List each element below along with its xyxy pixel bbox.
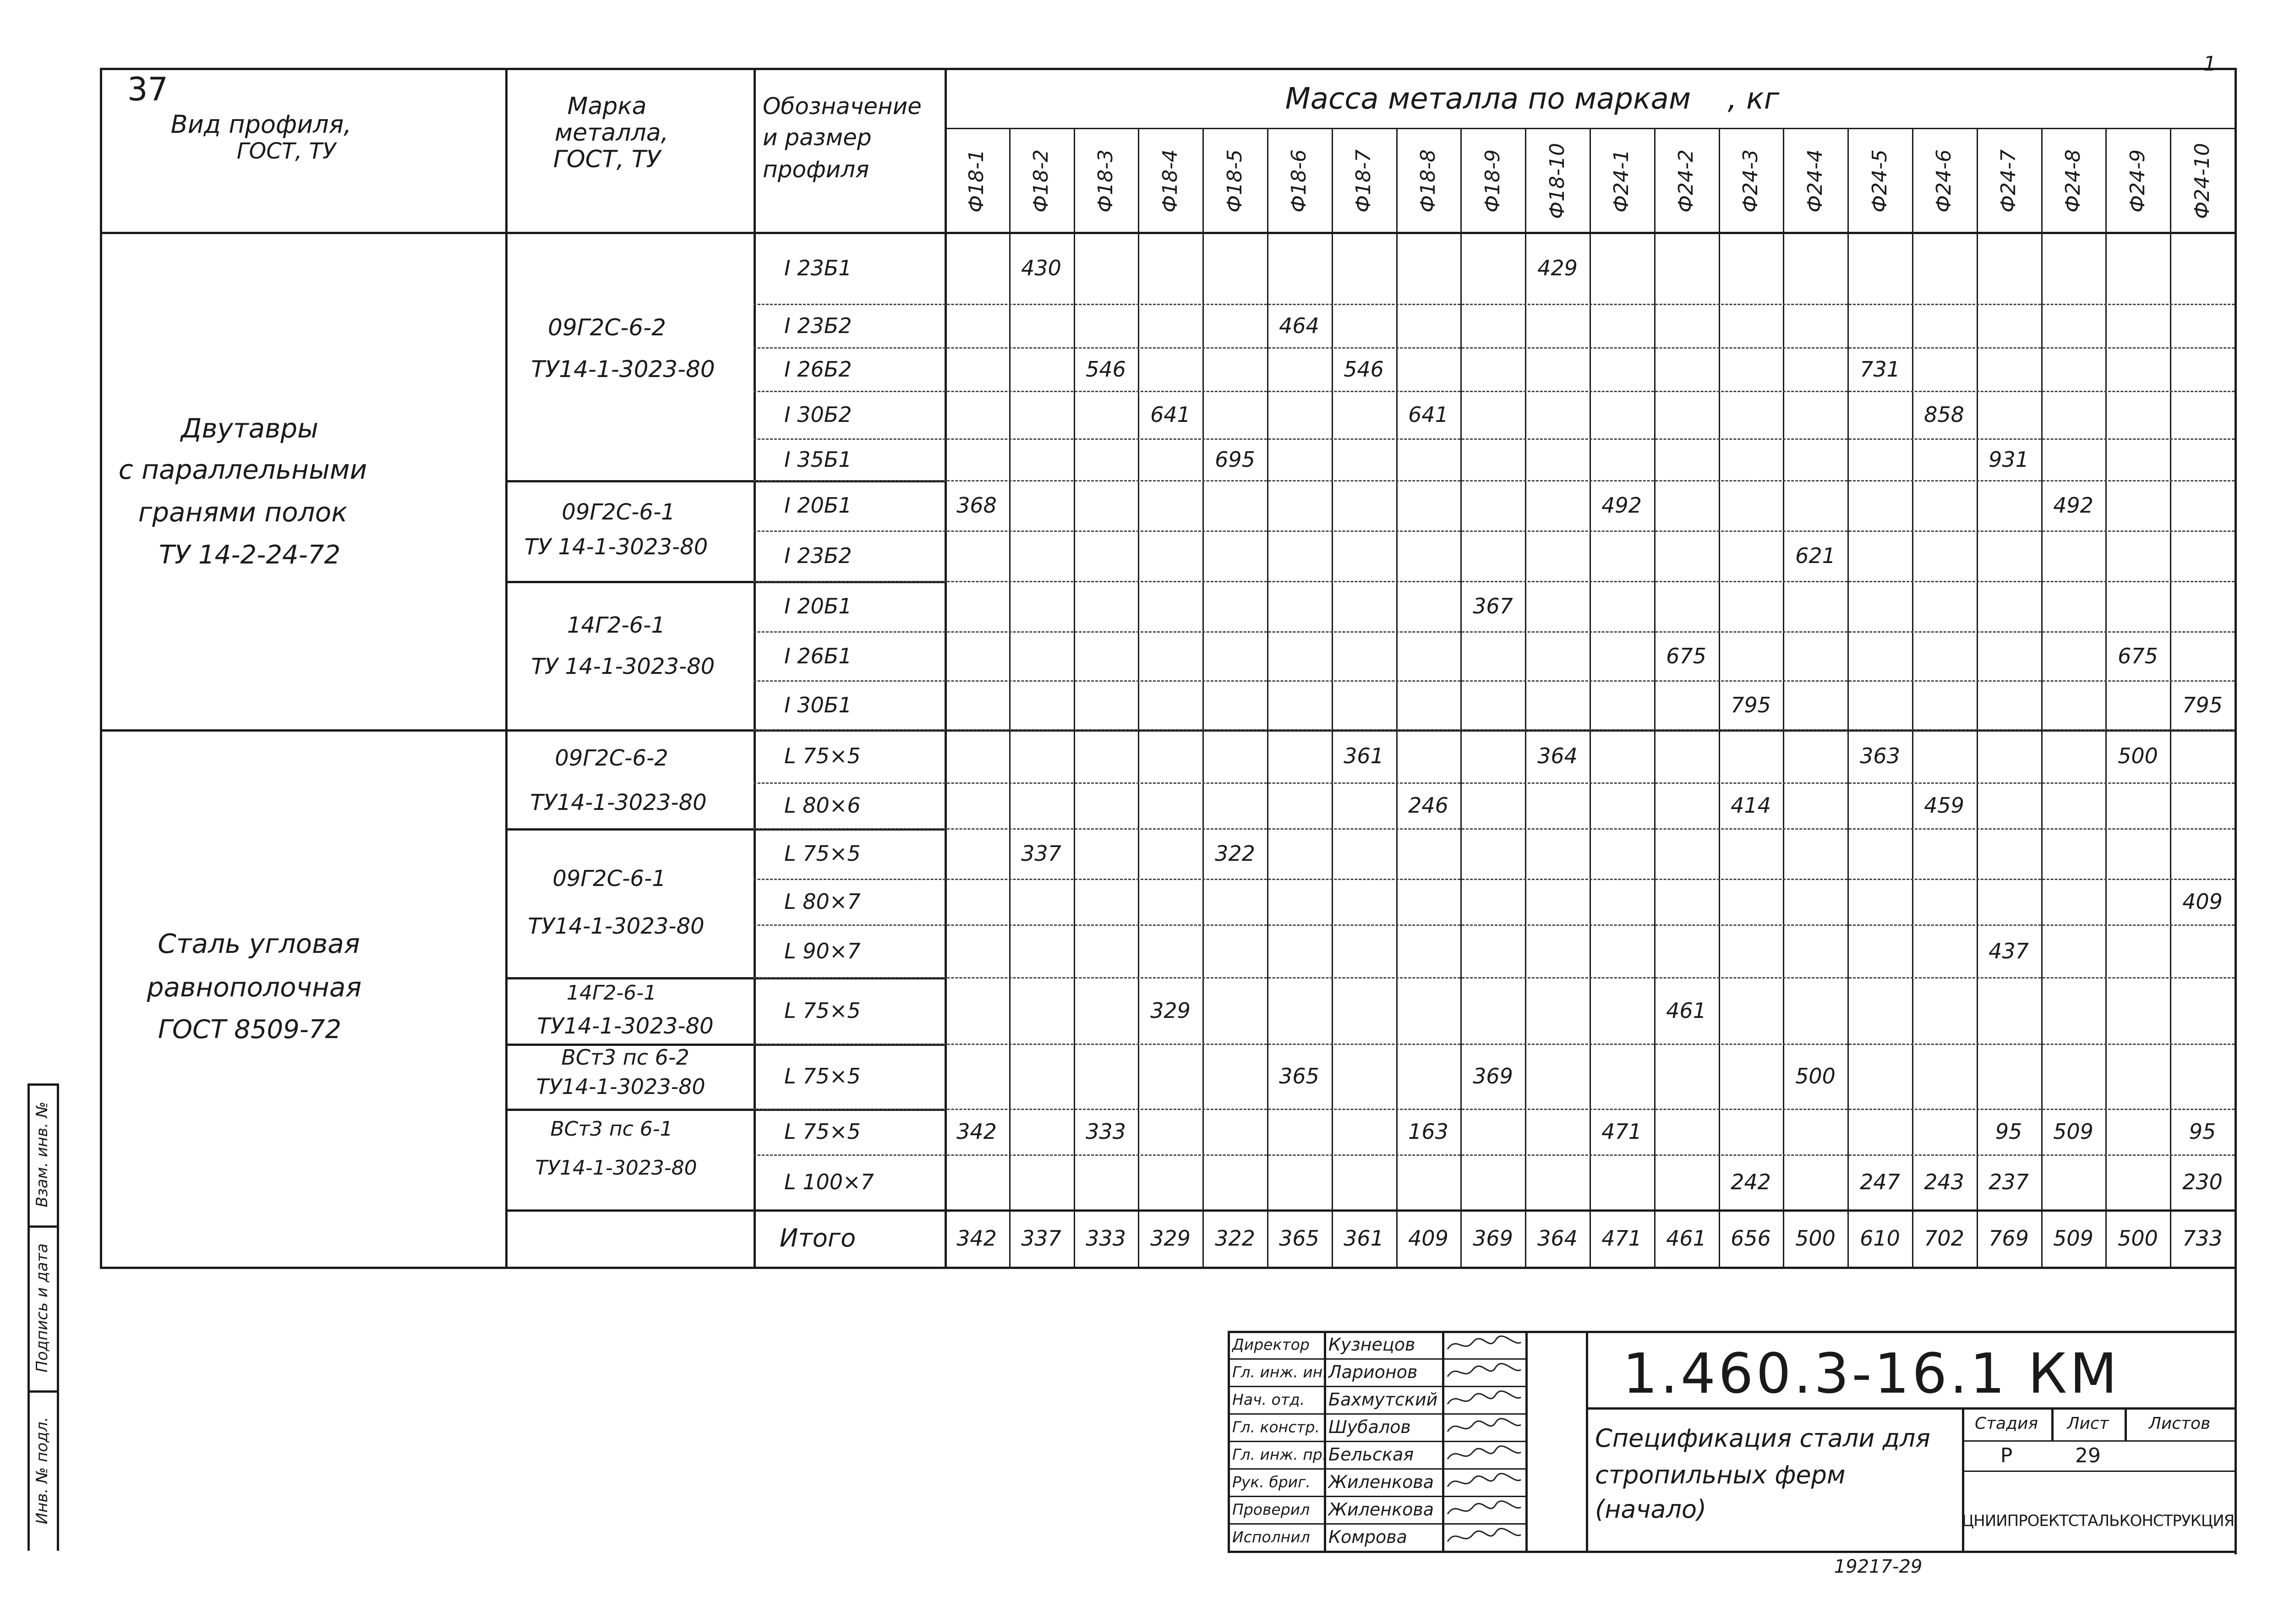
total-cell: 322 xyxy=(1215,1225,1255,1251)
role-name: Бельская xyxy=(1328,1444,1414,1465)
row-divider xyxy=(754,631,2235,633)
mass-cell: 492 xyxy=(1601,493,1642,518)
header-line: металла, xyxy=(554,119,669,147)
group-line: ГОСТ 8509-72 xyxy=(158,1015,342,1044)
row-divider xyxy=(754,680,2235,682)
mass-cell: 237 xyxy=(1989,1170,2029,1194)
mass-cell: 414 xyxy=(1731,793,1771,818)
column-header: Ф24-3 xyxy=(1739,149,1762,213)
total-cell: 500 xyxy=(1795,1225,1836,1251)
header-line: профиля xyxy=(763,156,869,183)
column-header: Ф24-4 xyxy=(1803,149,1827,213)
column-divider xyxy=(1074,128,1075,1267)
total-cell: 471 xyxy=(1601,1225,1642,1251)
side-stamp-original: Инв. № подл. xyxy=(33,1416,51,1525)
header-line: и размер xyxy=(763,124,872,151)
total-cell: 702 xyxy=(1924,1225,1964,1251)
grade-line: ВСт3 пс 6-1 xyxy=(550,1117,673,1141)
grade-line: ТУ14-1-3023-80 xyxy=(531,356,715,383)
mass-cell: 409 xyxy=(2182,889,2223,914)
column-header: Ф24-7 xyxy=(1997,149,2020,213)
grade-line: ТУ14-1-3023-80 xyxy=(528,913,705,939)
mass-cell: 795 xyxy=(2182,692,2223,717)
signature-mark xyxy=(1445,1526,1523,1548)
total-cell: 364 xyxy=(1537,1225,1578,1251)
row-divider xyxy=(754,391,2235,392)
profile-designation: I 20Б1 xyxy=(784,493,852,518)
corner-mark: 1 xyxy=(2203,52,2216,76)
row-divider xyxy=(754,977,2235,979)
column-divider xyxy=(1202,128,1204,1267)
profile-designation: I 20Б1 xyxy=(784,594,852,618)
sheet-number: 29 xyxy=(2075,1444,2101,1467)
total-cell: 361 xyxy=(1344,1225,1384,1251)
column-header: Ф24-9 xyxy=(2126,149,2149,213)
row-divider xyxy=(754,1044,2235,1045)
row-divider xyxy=(754,438,2235,440)
signature-mark xyxy=(1445,1471,1523,1493)
grade-line: 09Г2С-6-2 xyxy=(555,745,668,771)
profile-designation: L 90×7 xyxy=(784,938,861,963)
role-name: Ларионов xyxy=(1328,1362,1418,1382)
mass-cell: 430 xyxy=(1021,255,1061,280)
role-name: Шубалов xyxy=(1328,1417,1411,1437)
mass-cell: 471 xyxy=(1601,1119,1642,1144)
doc-title-line: Спецификация стали для xyxy=(1595,1424,1930,1453)
header-line: ГОСТ, ТУ xyxy=(236,138,336,164)
column-divider xyxy=(1460,128,1462,1267)
mass-cell: 500 xyxy=(2118,744,2158,768)
mass-cell: 95 xyxy=(2189,1119,2216,1144)
mass-cell: 95 xyxy=(1995,1119,2022,1144)
group-line: Двутавры xyxy=(181,413,318,444)
group-line: с параллельными xyxy=(118,454,367,485)
column-divider xyxy=(1009,128,1011,1267)
mass-cell: 246 xyxy=(1408,793,1448,818)
profile-designation: L 80×7 xyxy=(784,889,861,914)
column-header: Ф18-5 xyxy=(1223,149,1246,213)
total-cell: 365 xyxy=(1279,1225,1319,1251)
mass-cell: 461 xyxy=(1666,998,1706,1023)
column-header: Ф24-8 xyxy=(2061,149,2085,213)
mass-title: Масса металла по маркам xyxy=(1285,82,1691,116)
column-header: Ф18-1 xyxy=(965,149,988,213)
column-divider xyxy=(2041,128,2043,1267)
column-header: Ф18-6 xyxy=(1287,149,1311,213)
stage-label: Стадия xyxy=(1974,1414,2038,1433)
mass-cell: 500 xyxy=(1795,1064,1836,1088)
column-divider xyxy=(1396,128,1398,1267)
row-divider xyxy=(754,729,2235,731)
column-header: Ф18-3 xyxy=(1094,149,1117,213)
profile-designation: I 26Б2 xyxy=(784,356,852,382)
group-line: Сталь угловая xyxy=(158,928,360,959)
mass-cell: 795 xyxy=(1731,692,1771,717)
role-divider xyxy=(1228,1413,1525,1415)
column-header: Ф18-7 xyxy=(1352,149,1375,213)
profile-designation: I 30Б2 xyxy=(784,402,852,427)
total-cell: 329 xyxy=(1150,1225,1191,1251)
header-line: Марка xyxy=(567,93,647,120)
signature-mark xyxy=(1445,1361,1523,1383)
role-title: Нач. отд. xyxy=(1232,1390,1305,1409)
grade-line: ТУ 14-1-3023-80 xyxy=(524,534,708,560)
role-name: Кузнецов xyxy=(1328,1334,1415,1355)
profile-designation: I 30Б1 xyxy=(784,692,852,717)
row-divider xyxy=(754,480,2235,481)
role-title: Гл. инж. пр. xyxy=(1232,1445,1328,1464)
signature-mark xyxy=(1445,1443,1523,1466)
column-divider xyxy=(1847,128,1849,1267)
role-name: Комрова xyxy=(1328,1527,1407,1547)
total-cell: 409 xyxy=(1408,1225,1448,1251)
mass-cell: 546 xyxy=(1086,356,1126,382)
profile-designation: L 80×6 xyxy=(784,793,861,818)
total-cell: 342 xyxy=(956,1225,997,1251)
grade-line: 09Г2С-6-1 xyxy=(562,499,675,525)
mass-cell: 641 xyxy=(1408,402,1448,427)
role-name: Жиленкова xyxy=(1328,1499,1434,1520)
total-cell: 500 xyxy=(2118,1225,2158,1251)
profile-designation: L 75×5 xyxy=(784,1064,861,1088)
mass-cell: 243 xyxy=(1924,1170,1964,1194)
column-header: Ф18-4 xyxy=(1158,149,1182,213)
side-stamp-signature: Подпись и дата xyxy=(33,1243,51,1372)
column-divider xyxy=(2170,128,2171,1267)
row-divider xyxy=(754,304,2235,305)
column-divider xyxy=(1332,128,1333,1267)
grade-line: ВСт3 пс 6-2 xyxy=(561,1045,689,1070)
mass-cell: 163 xyxy=(1408,1119,1448,1144)
column-header: Ф24-10 xyxy=(2191,143,2214,219)
mass-cell: 361 xyxy=(1344,744,1384,768)
mass-cell: 641 xyxy=(1150,402,1191,427)
mass-cell: 363 xyxy=(1860,744,1900,768)
mass-cell: 858 xyxy=(1924,402,1964,427)
column-divider xyxy=(1267,128,1268,1267)
sheet-label: Лист xyxy=(2067,1414,2109,1433)
mass-cell: 621 xyxy=(1795,543,1836,568)
mass-cell: 322 xyxy=(1215,841,1255,866)
profile-designation: I 35Б1 xyxy=(784,447,852,472)
doc-title-line: (начало) xyxy=(1595,1495,1707,1524)
role-divider xyxy=(1228,1441,1525,1442)
column-divider xyxy=(1525,128,1526,1267)
mass-cell: 695 xyxy=(1215,447,1255,472)
column-divider xyxy=(2105,128,2107,1267)
role-divider xyxy=(1228,1468,1525,1470)
grade-line: 14Г2-6-1 xyxy=(566,981,657,1005)
profile-designation: I 26Б1 xyxy=(784,643,852,668)
mass-cell: 464 xyxy=(1279,313,1319,338)
role-divider xyxy=(1228,1523,1525,1525)
grade-line: ТУ 14-1-3023-80 xyxy=(531,654,715,679)
total-cell: 769 xyxy=(1989,1225,2029,1251)
totals-label: Итого xyxy=(779,1223,856,1252)
mass-cell: 247 xyxy=(1860,1170,1900,1194)
column-divider xyxy=(1654,128,1656,1267)
group-line: гранями полок xyxy=(138,497,348,528)
mass-cell: 459 xyxy=(1924,793,1964,818)
column-header: Ф18-8 xyxy=(1416,149,1440,213)
sheets-label: Листов xyxy=(2148,1414,2211,1433)
mass-cell: 368 xyxy=(956,493,997,518)
grade-line: 14Г2-6-1 xyxy=(567,612,666,638)
organization-name: ЦНИИПРОЕКТСТАЛЬКОНСТРУКЦИЯ xyxy=(1962,1512,2235,1530)
mass-cell: 931 xyxy=(1989,447,2029,472)
group-line: равнополочная xyxy=(147,972,362,1003)
column-divider xyxy=(1138,128,1139,1267)
total-cell: 610 xyxy=(1860,1225,1900,1251)
total-cell: 733 xyxy=(2182,1225,2223,1251)
profile-designation: L 75×5 xyxy=(784,841,861,866)
row-divider xyxy=(754,530,2235,532)
column-header: Ф24-1 xyxy=(1610,149,1633,213)
signature-mark xyxy=(1445,1498,1523,1521)
role-name: Бахмутский xyxy=(1328,1389,1438,1410)
mass-cell: 675 xyxy=(1666,643,1706,668)
column-divider xyxy=(1719,128,1720,1267)
grade-line: ТУ14-1-3023-80 xyxy=(536,1074,705,1099)
row-divider xyxy=(754,1109,2235,1110)
role-title: Гл. констр. xyxy=(1232,1418,1320,1436)
profile-designation: L 100×7 xyxy=(784,1170,874,1194)
signature-mark xyxy=(1445,1416,1523,1438)
mass-cell: 369 xyxy=(1473,1064,1513,1088)
role-title: Директор xyxy=(1232,1335,1310,1354)
total-cell: 337 xyxy=(1021,1225,1061,1251)
profile-designation: I 23Б2 xyxy=(784,543,852,568)
role-title: Исполнил xyxy=(1232,1528,1310,1546)
total-cell: 656 xyxy=(1731,1225,1771,1251)
mass-cell: 333 xyxy=(1086,1119,1126,1144)
column-header: Ф24-2 xyxy=(1674,149,1698,213)
mass-cell: 337 xyxy=(1021,841,1061,866)
profile-designation: L 75×5 xyxy=(784,1119,861,1144)
total-cell: 509 xyxy=(2053,1225,2093,1251)
mass-cell: 364 xyxy=(1537,744,1578,768)
profile-designation: I 23Б1 xyxy=(784,255,852,280)
row-divider xyxy=(754,581,2235,582)
signature-mark xyxy=(1445,1388,1523,1411)
side-stamp-replacement: Взам. инв. № xyxy=(33,1101,51,1208)
header-line: Вид профиля, xyxy=(170,110,352,139)
total-cell: 333 xyxy=(1086,1225,1126,1251)
row-divider xyxy=(754,347,2235,349)
doc-title-line: стропильных ферм xyxy=(1595,1460,1846,1489)
mass-cell: 675 xyxy=(2118,643,2158,668)
mass-cell: 509 xyxy=(2053,1119,2093,1144)
grade-line: 09Г2С-6-2 xyxy=(548,314,666,341)
profile-designation: L 75×5 xyxy=(784,744,861,768)
archive-code: 19217-29 xyxy=(1834,1556,1923,1577)
row-divider xyxy=(754,828,2235,830)
column-divider xyxy=(1590,128,1591,1267)
role-title: Проверил xyxy=(1232,1500,1310,1519)
column-header: Ф24-6 xyxy=(1932,149,1956,213)
mass-cell: 342 xyxy=(956,1119,997,1144)
role-divider xyxy=(1228,1386,1525,1387)
mass-cell: 329 xyxy=(1150,998,1191,1023)
grade-line: ТУ14-1-3023-80 xyxy=(530,790,707,815)
column-divider xyxy=(1783,128,1784,1267)
row-divider xyxy=(754,879,2235,880)
mass-cell: 429 xyxy=(1537,255,1578,280)
row-divider xyxy=(754,924,2235,926)
total-cell: 369 xyxy=(1473,1225,1513,1251)
role-name: Жиленкова xyxy=(1328,1472,1434,1492)
grade-line: 09Г2С-6-1 xyxy=(552,866,666,891)
role-divider xyxy=(1228,1496,1525,1497)
mass-cell: 230 xyxy=(2182,1170,2223,1194)
mass-unit: , кг xyxy=(1727,82,1780,116)
column-header: Ф18-10 xyxy=(1546,143,1569,219)
role-title: Рук. бриг. xyxy=(1232,1473,1311,1491)
column-divider xyxy=(1977,128,1978,1267)
mass-cell: 365 xyxy=(1279,1064,1319,1088)
doc-number: 1.460.3-16.1 КМ xyxy=(1623,1342,2120,1406)
profile-designation: L 75×5 xyxy=(784,998,861,1023)
column-header: Ф18-2 xyxy=(1029,149,1053,213)
total-cell: 461 xyxy=(1666,1225,1706,1251)
mass-cell: 492 xyxy=(2053,493,2093,518)
column-header: Ф24-5 xyxy=(1868,149,1891,213)
column-divider xyxy=(1912,128,1913,1267)
header-line: Обозначение xyxy=(763,93,922,120)
sheet-marker: 37 xyxy=(127,71,169,108)
row-divider xyxy=(754,782,2235,784)
role-title: Гл. инж. ин. xyxy=(1232,1363,1328,1381)
grade-line: ТУ14-1-3023-80 xyxy=(535,1156,697,1180)
mass-header-title xyxy=(1285,84,1780,114)
mass-cell: 437 xyxy=(1989,938,2029,963)
mass-cell: 731 xyxy=(1860,356,1900,382)
column-header: Ф18-9 xyxy=(1481,149,1504,213)
row-divider xyxy=(754,1154,2235,1156)
mass-cell: 546 xyxy=(1344,356,1384,382)
role-divider xyxy=(1228,1358,1525,1360)
signature-mark xyxy=(1445,1333,1523,1356)
mass-cell: 367 xyxy=(1473,594,1513,618)
profile-designation: I 23Б2 xyxy=(784,313,852,338)
mass-cell: 242 xyxy=(1731,1170,1771,1194)
header-line: ГОСТ, ТУ xyxy=(553,146,661,173)
grade-line: ТУ14-1-3023-80 xyxy=(537,1013,714,1039)
group-line: ТУ 14-2-24-72 xyxy=(158,540,341,570)
stage-value: Р xyxy=(2000,1444,2013,1467)
